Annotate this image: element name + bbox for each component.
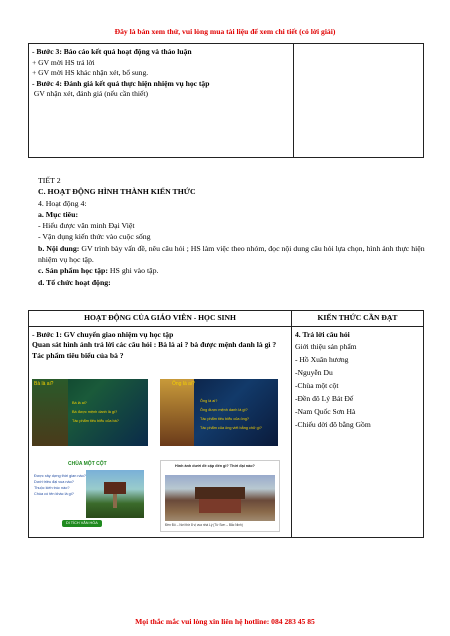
footer-banner: Mọi thắc mắc vui lòng xin liên hệ hotline: 084 283 45 85: [135, 617, 315, 626]
answer-item: -Nguyễn Du: [295, 368, 333, 378]
slide-question: Ông là ai?: [200, 399, 218, 403]
slide-title: Ông là ai?: [172, 381, 195, 387]
pagoda-roof: [104, 482, 126, 494]
slide-question: Chùa có tên khác là gì?: [34, 492, 74, 496]
answer-item: Giới thiệu sản phẩm: [295, 342, 357, 352]
activity-label: 4. Hoạt động 4:: [38, 198, 87, 208]
answer-item: - Hồ Xuân hương: [295, 355, 349, 365]
content-text: GV trình bày vấn đề, nêu câu hỏi ; HS làm việc theo nhóm, đọc nội dung câu hỏi lựa chọn, hình ảnh thực hiện nhiệm vụ học tập.: [38, 243, 425, 265]
top-table-right-cell: [294, 44, 424, 158]
question-text: Quan sát hình ảnh trả lời các câu hỏi : Bà là ai ? bà được mệnh danh là gì ? Tác phẩm tiêu biểu của bà ?: [32, 340, 277, 360]
goal-label: a. Mục tiêu:: [38, 209, 79, 219]
knowledge-cell: [292, 326, 424, 537]
temple-photo: [165, 475, 275, 521]
step1-line: - Bước 1: GV chuyển giao nhiệm vụ học tập: [32, 329, 174, 339]
col1-header-cell: [29, 311, 292, 327]
answer-item: -Nam Quốc Sơn Hà: [295, 407, 356, 417]
slide-chua-mot-cot: [32, 460, 148, 530]
slide-ba-la-ai: [32, 379, 148, 446]
top-table-left-cell: [29, 44, 294, 158]
content-label: b. Nội dung:: [38, 243, 80, 253]
slide-button: DI TÍCH VĂN HÓA: [62, 520, 102, 527]
temple-gate: [199, 499, 241, 513]
step4-line-2: GV nhận xét, đánh giá (nếu cần thiết): [32, 89, 149, 99]
content-paragraph: [38, 243, 438, 266]
slide-question: Tác phẩm tiêu biểu của ông?: [200, 417, 249, 421]
section-heading: C. HOẠT ĐỘNG HÌNH THÀNH KIẾN THỨC: [38, 187, 196, 197]
slide-question: Dưới triều đại vua nào?: [34, 480, 74, 484]
slide-caption: Đền Đô – Nơi thờ 8 vị vua nhà Lý (Từ Sơn – Bắc Ninh): [165, 523, 243, 527]
col2-header: KIẾN THỨC CẦN ĐẠT: [317, 313, 398, 322]
lesson-section: [38, 175, 438, 288]
step3-line-3: + GV mời HS khác nhận xét, bổ sung.: [32, 68, 149, 78]
pagoda-pillar: [113, 494, 117, 508]
header-banner: Đây là bản xem thử, vui lòng mua tài liệu để xem chi tiết (có lời giải): [114, 27, 336, 36]
product-paragraph: [38, 265, 438, 276]
answer-title: 4. Trả lời câu hỏi: [295, 329, 350, 339]
slide-question: Tác phẩm tiêu biểu của bà?: [72, 419, 119, 423]
step3-line: - Bước 3: Báo cáo kết quả hoạt động và thảo luận: [32, 47, 192, 56]
slide-title: CHÙA MỘT CỘT: [68, 461, 107, 467]
goal-item: - Vận dụng kiến thức vào cuộc sống: [38, 232, 151, 242]
portrait-image: [32, 379, 68, 446]
step4-line: - Bước 4: Đánh giá kết quả thực hiện nhiệm vụ học tập: [32, 78, 210, 88]
col2-header-cell: [292, 311, 424, 327]
slide-question: Thuộc kiến trúc nào?: [34, 486, 70, 490]
slide-question: Bà là ai?: [72, 401, 87, 405]
pagoda-photo: [86, 470, 144, 518]
slide-question: Ông được mệnh danh là gì?: [200, 408, 248, 412]
portrait-image: [160, 379, 194, 446]
slide-question: Tác phẩm của ông viết bằng chữ gì?: [200, 426, 262, 430]
slide-title: Hình ảnh dưới đề cập đến gì? Thời đại nào?: [175, 464, 255, 468]
product-text: HS ghi vào tập.: [107, 266, 159, 276]
answer-item: -Chiếu dời đô bằng Gồm: [295, 420, 371, 430]
answer-item: -Chùa một cột: [295, 381, 339, 391]
product-label: c. Sản phẩm học tập:: [38, 266, 108, 276]
slide-title: Bà là ai?: [34, 381, 54, 387]
slide-question: Được xây dựng thời gian nào?: [34, 474, 86, 478]
slide-ong-la-ai: [160, 379, 278, 446]
tiet-label: TIẾT 2: [38, 176, 61, 185]
slide-den-do: [160, 460, 280, 532]
goal-item: - Hiểu được văn minh Đại Việt: [38, 221, 135, 231]
slide-question: Bà được mệnh danh là gì?: [72, 410, 118, 414]
answer-item: -Đền đô Lý Bát Đế: [295, 394, 354, 404]
step3-line-2: + GV mời HS trả lời: [32, 57, 95, 67]
top-table: [28, 43, 424, 158]
temple-roof: [195, 487, 245, 499]
organization-label: d. Tổ chức hoạt động:: [38, 277, 111, 287]
col1-header: HOẠT ĐỘNG CỦA GIÁO VIÊN - HỌC SINH: [84, 313, 236, 322]
